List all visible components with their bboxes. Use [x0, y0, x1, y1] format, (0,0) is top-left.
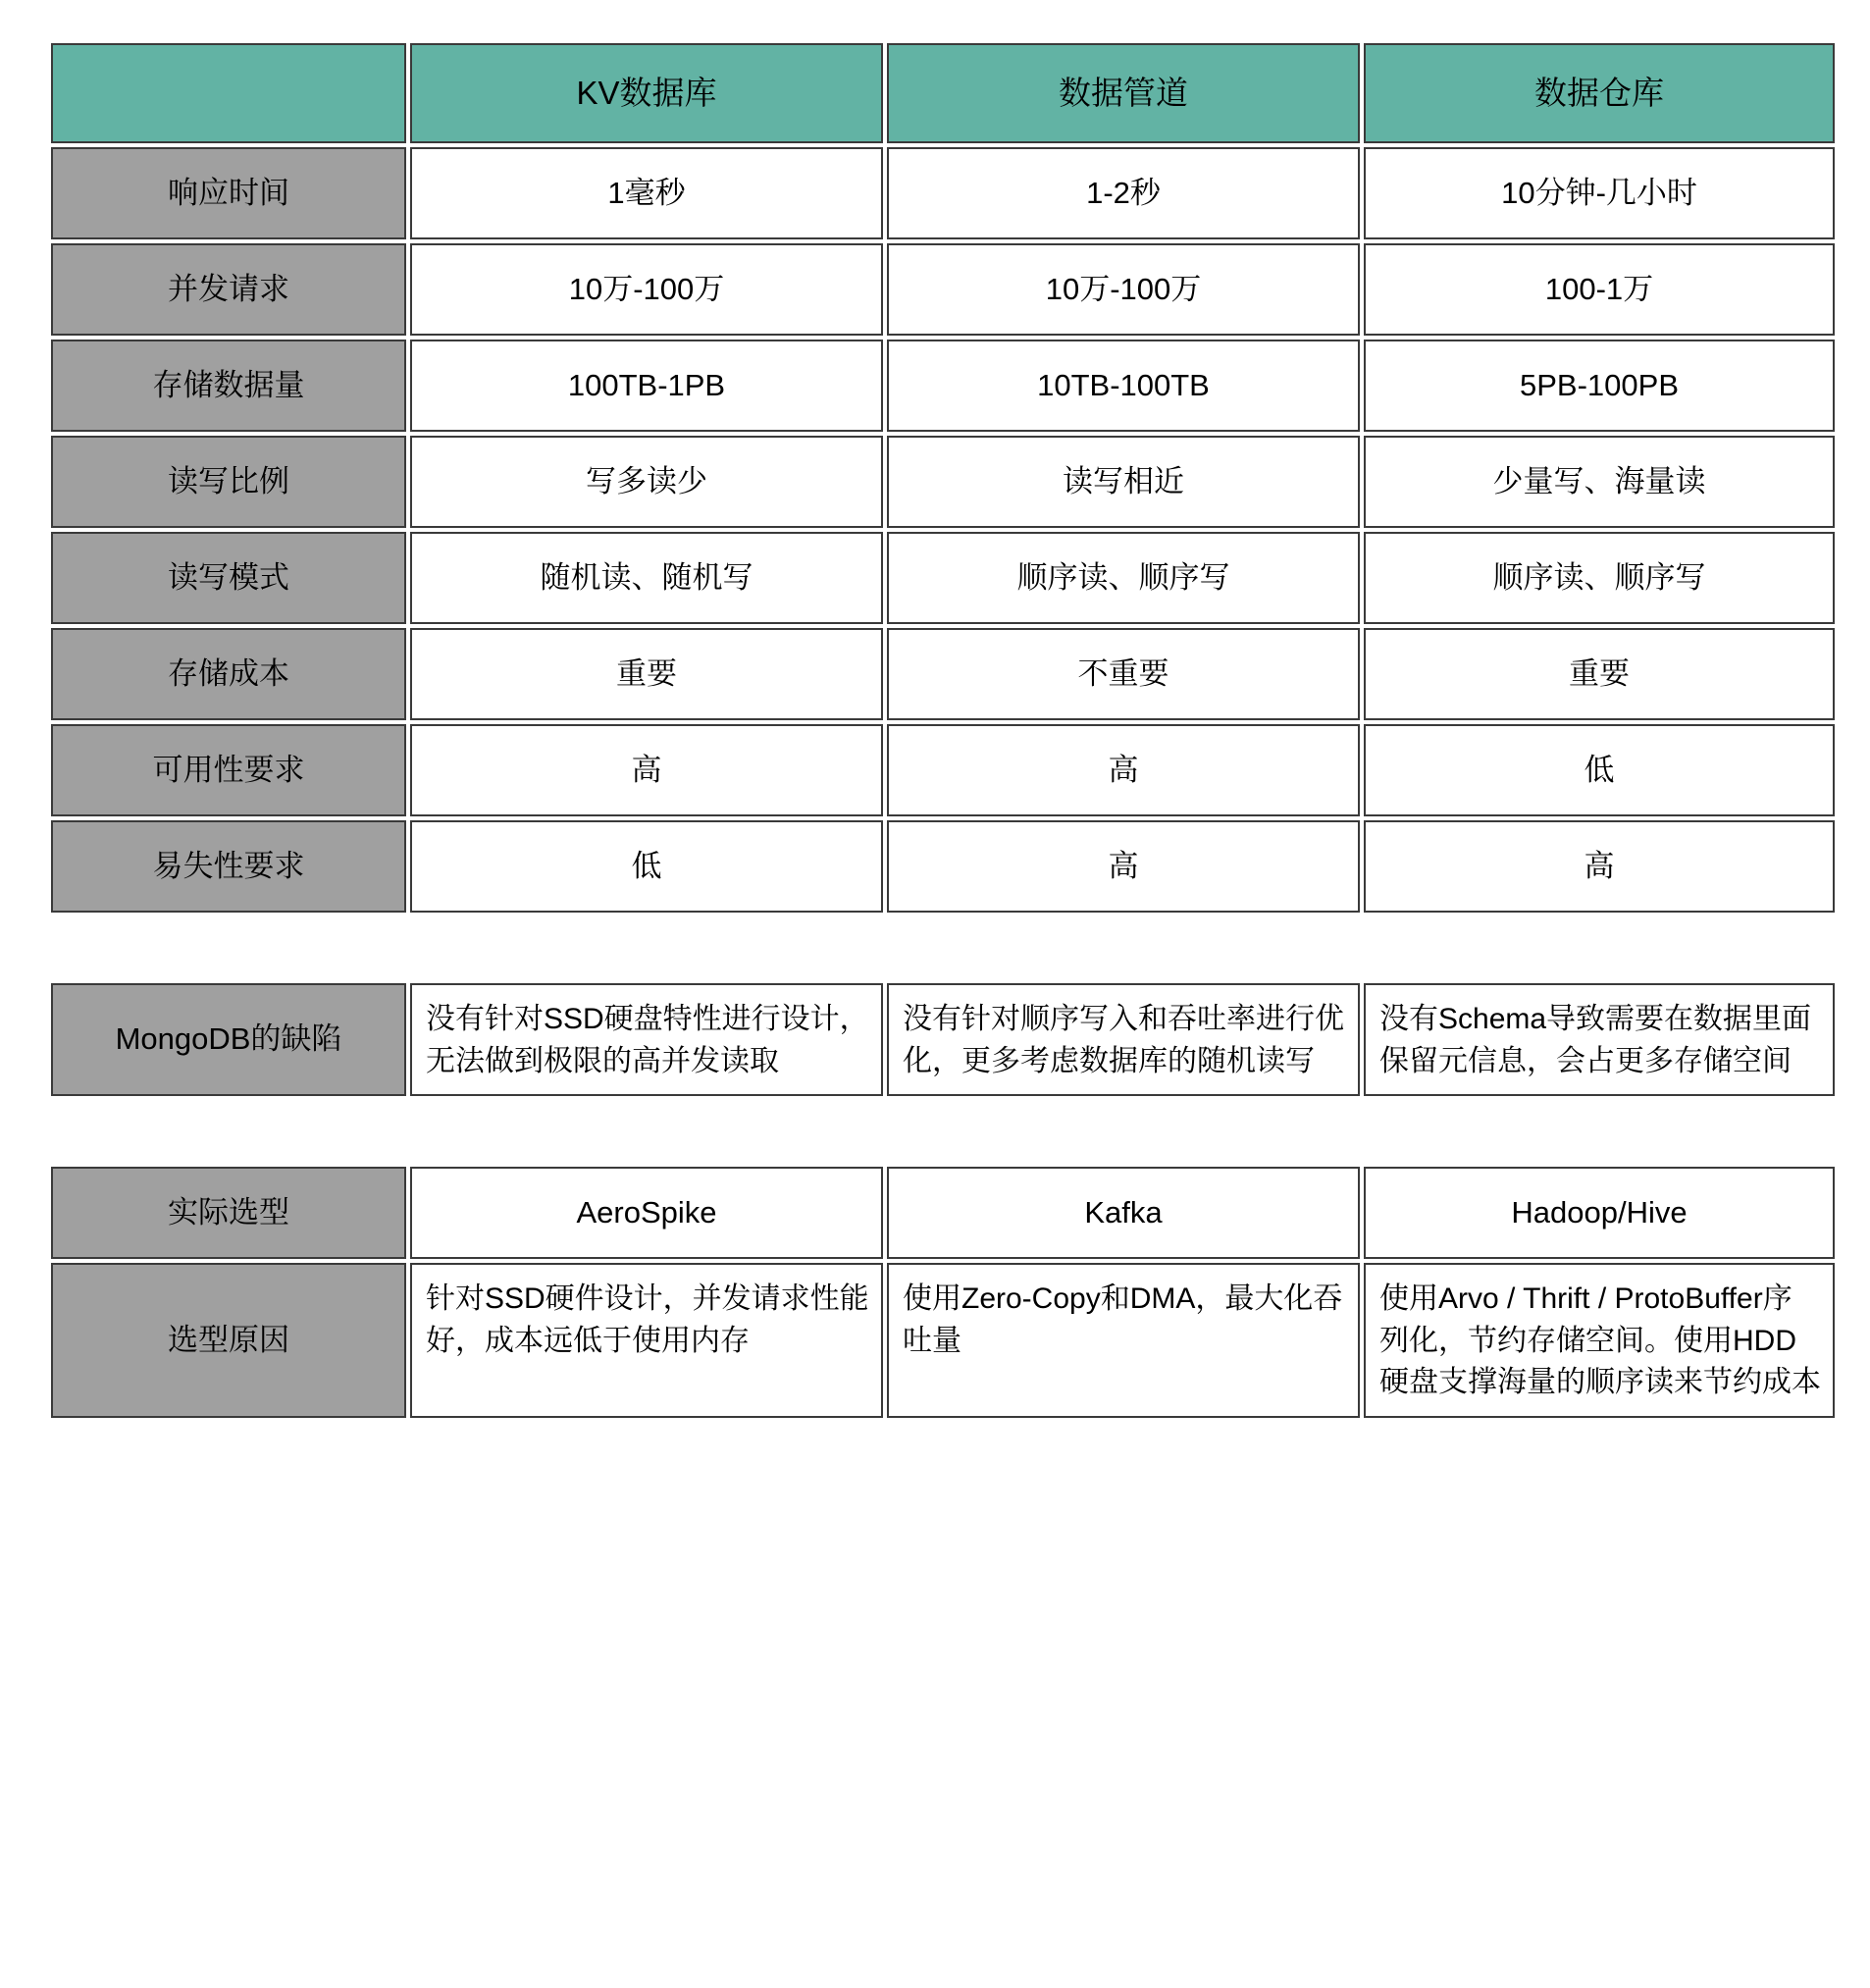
- cell-response-time-pipeline: 1-2秒: [887, 147, 1360, 239]
- table-spacer-row: [51, 1100, 1835, 1163]
- cell-storage-volume-kv: 100TB-1PB: [410, 340, 883, 432]
- cell-read-write-mode-kv: 随机读、随机写: [410, 532, 883, 624]
- cell-selection-pipeline: Kafka: [887, 1167, 1360, 1259]
- cell-response-time-kv: 1毫秒: [410, 147, 883, 239]
- row-label-selection-reason: 选型原因: [51, 1263, 406, 1418]
- table-row: [51, 820, 1835, 913]
- row-label-volatility: 易失性要求: [51, 820, 406, 913]
- spacer-cell: [1364, 1100, 1835, 1163]
- cell-defects-kv: 没有针对SSD硬盘特性进行设计，无法做到极限的高并发读取: [410, 983, 883, 1096]
- table-header-row: [51, 43, 1835, 143]
- column-header-pipeline: 数据管道: [887, 43, 1360, 143]
- row-label-storage-volume: 存储数据量: [51, 340, 406, 432]
- spacer-cell: [887, 1100, 1360, 1163]
- cell-read-write-mode-warehouse: 顺序读、顺序写: [1364, 532, 1835, 624]
- table-row: [51, 436, 1835, 528]
- row-label-actual-selection: 实际选型: [51, 1167, 406, 1259]
- row-label-concurrency: 并发请求: [51, 243, 406, 336]
- cell-read-write-ratio-pipeline: 读写相近: [887, 436, 1360, 528]
- cell-storage-volume-pipeline: 10TB-100TB: [887, 340, 1360, 432]
- table-row: [51, 243, 1835, 336]
- cell-volatility-kv: 低: [410, 820, 883, 913]
- table-row-selection: [51, 1167, 1835, 1259]
- cell-reason-pipeline: 使用Zero-Copy和DMA，最大化吞吐量: [887, 1263, 1360, 1418]
- cell-concurrency-pipeline: 10万-100万: [887, 243, 1360, 336]
- row-label-read-write-ratio: 读写比例: [51, 436, 406, 528]
- table-corner-cell: [51, 43, 406, 143]
- cell-defects-warehouse: 没有Schema导致需要在数据里面保留元信息，会占更多存储空间: [1364, 983, 1835, 1096]
- cell-storage-volume-warehouse: 5PB-100PB: [1364, 340, 1835, 432]
- cell-concurrency-warehouse: 100-1万: [1364, 243, 1835, 336]
- row-label-mongodb-defects: MongoDB的缺陷: [51, 983, 406, 1096]
- cell-read-write-mode-pipeline: 顺序读、顺序写: [887, 532, 1360, 624]
- cell-availability-warehouse: 低: [1364, 724, 1835, 816]
- cell-selection-warehouse: Hadoop/Hive: [1364, 1167, 1835, 1259]
- row-label-storage-cost: 存储成本: [51, 628, 406, 720]
- spacer-cell: [51, 1100, 406, 1163]
- cell-availability-pipeline: 高: [887, 724, 1360, 816]
- table-row: [51, 147, 1835, 239]
- table-spacer-row: [51, 916, 1835, 979]
- row-label-read-write-mode: 读写模式: [51, 532, 406, 624]
- spacer-cell: [410, 916, 883, 979]
- table-row: [51, 724, 1835, 816]
- cell-storage-cost-pipeline: 不重要: [887, 628, 1360, 720]
- row-label-response-time: 响应时间: [51, 147, 406, 239]
- cell-defects-pipeline: 没有针对顺序写入和吞吐率进行优化，更多考虑数据库的随机读写: [887, 983, 1360, 1096]
- cell-volatility-pipeline: 高: [887, 820, 1360, 913]
- table-row-defects: [51, 983, 1835, 1096]
- table-row: [51, 532, 1835, 624]
- cell-reason-warehouse: 使用Arvo / Thrift / ProtoBuffer序列化，节约存储空间。使用HDD硬盘支撑海量的顺序读来节约成本: [1364, 1263, 1835, 1418]
- column-header-warehouse: 数据仓库: [1364, 43, 1835, 143]
- cell-selection-kv: AeroSpike: [410, 1167, 883, 1259]
- cell-read-write-ratio-kv: 写多读少: [410, 436, 883, 528]
- cell-storage-cost-kv: 重要: [410, 628, 883, 720]
- cell-response-time-warehouse: 10分钟-几小时: [1364, 147, 1835, 239]
- table-row: [51, 340, 1835, 432]
- spacer-cell: [887, 916, 1360, 979]
- cell-concurrency-kv: 10万-100万: [410, 243, 883, 336]
- comparison-table: [47, 39, 1839, 1422]
- cell-storage-cost-warehouse: 重要: [1364, 628, 1835, 720]
- cell-read-write-ratio-warehouse: 少量写、海量读: [1364, 436, 1835, 528]
- cell-reason-kv: 针对SSD硬件设计，并发请求性能好，成本远低于使用内存: [410, 1263, 883, 1418]
- table-row: [51, 628, 1835, 720]
- column-header-kv: KV数据库: [410, 43, 883, 143]
- spacer-cell: [51, 916, 406, 979]
- table-row-reason: [51, 1263, 1835, 1418]
- cell-availability-kv: 高: [410, 724, 883, 816]
- spacer-cell: [410, 1100, 883, 1163]
- cell-volatility-warehouse: 高: [1364, 820, 1835, 913]
- spacer-cell: [1364, 916, 1835, 979]
- row-label-availability: 可用性要求: [51, 724, 406, 816]
